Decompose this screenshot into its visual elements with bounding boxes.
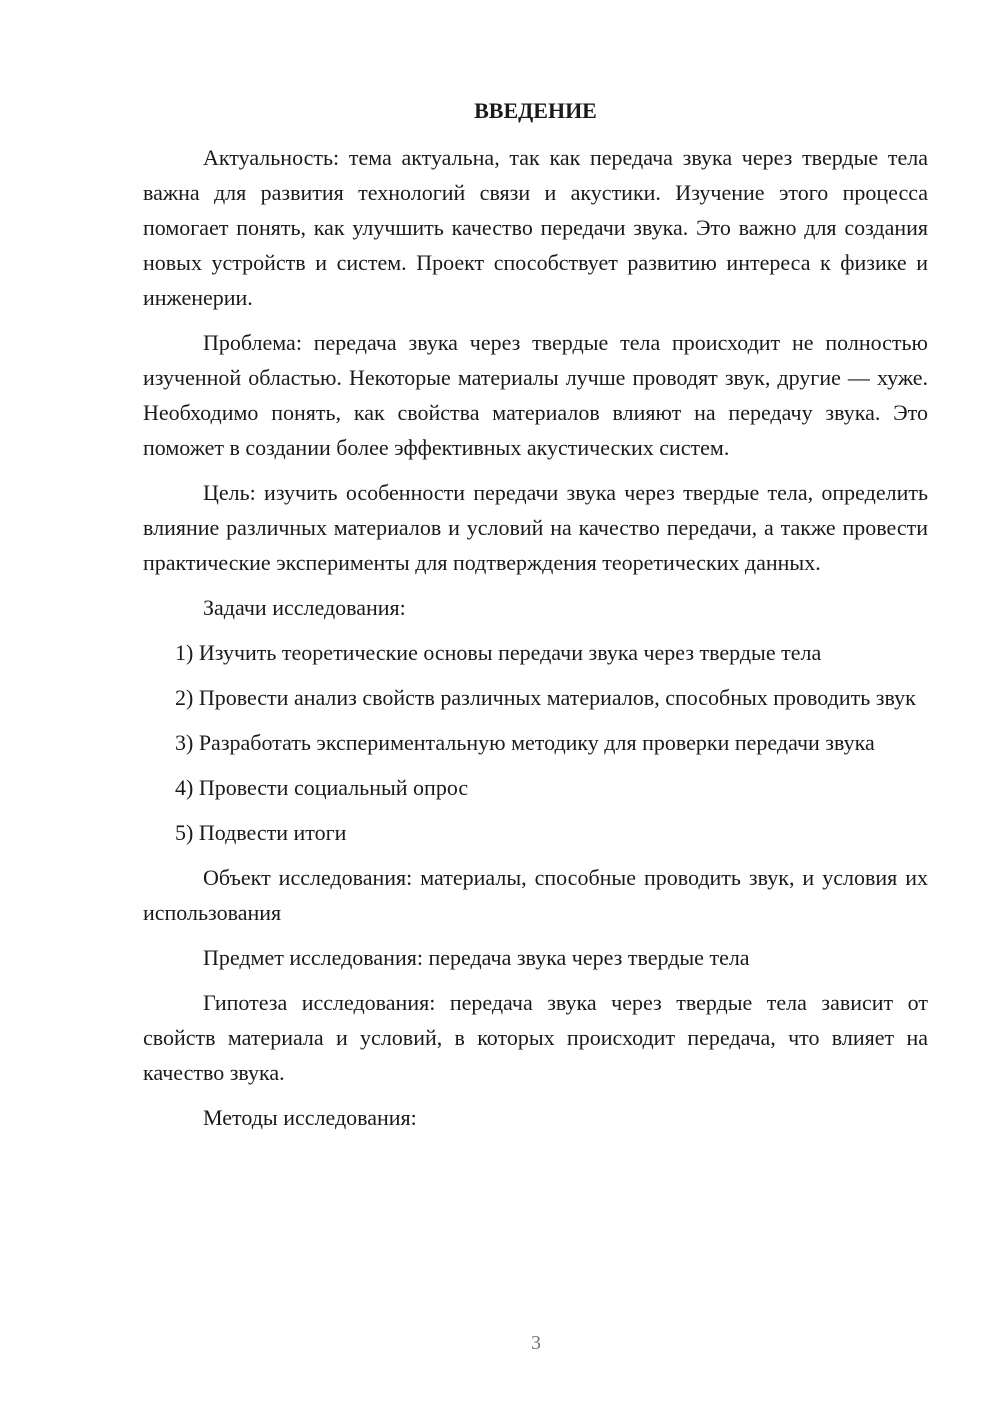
methods-heading: Методы исследования: (203, 1105, 417, 1130)
task-item-4: 4) Провести социальный опрос (175, 775, 469, 800)
section-title: ВВЕДЕНИЕ (474, 98, 597, 123)
document-page (143, 96, 928, 1145)
task-item-3: 3) Разработать экспериментальную методику для проверки передачи звука (175, 730, 875, 755)
hypothesis-paragraph: Гипотеза исследования: передача звука через твердые тела зависит от свойств материала и условий, в которых происходит передача, что влияет на качество звука. (143, 990, 928, 1085)
subject-paragraph: Предмет исследования: передача звука через твердые тела (203, 945, 750, 970)
task-item-5: 5) Подвести итоги (175, 820, 347, 845)
problem-paragraph: Проблема: передача звука через твердые тела происходит не полностью изученной областью. Некоторые материалы лучше проводят звук, другие — хуже. Необходимо понять, как свойства материалов влияют на передачу звука. Это поможет в создании более эффективных акустических систем. (143, 330, 928, 460)
task-item-2: 2) Провести анализ свойств различных материалов, способных проводить звук (175, 685, 916, 710)
object-paragraph: Объект исследования: материалы, способные проводить звук, и условия их использования (143, 865, 928, 925)
task-item-1: 1) Изучить теоретические основы передачи звука через твердые тела (175, 640, 822, 665)
page-number: 3 (531, 1332, 541, 1354)
goal-paragraph: Цель: изучить особенности передачи звука через твердые тела, определить влияние различных материалов и условий на качество передачи, а также провести практические эксперименты для подтверждения теоретических данных. (143, 480, 928, 575)
tasks-heading: Задачи исследования: (203, 595, 406, 620)
relevance-paragraph: Актуальность: тема актуальна, так как передача звука через твердые тела важна для развития технологий связи и акустики. Изучение этого процесса помогает понять, как улучшить качество передачи звука. Это важно для создания новых устройств и систем. Проект способствует развитию интереса к физике и инженерии. (143, 145, 928, 310)
